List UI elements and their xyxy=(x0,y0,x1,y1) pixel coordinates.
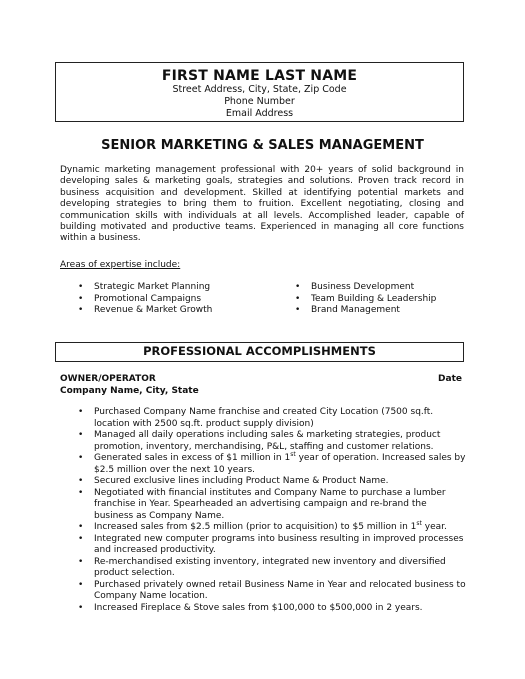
expertise-item: • Promotional Campaigns xyxy=(75,294,212,306)
resume-title: SENIOR MARKETING & SALES MANAGEMENT xyxy=(101,138,424,153)
accomplishment-item: • Managed all daily operations including sales & marketing strategies, product promotion, inventory, merchandising, P&L, staffing and customer relations. xyxy=(75,430,467,453)
expertise-item: • Revenue & Market Growth xyxy=(75,305,212,317)
expertise-item: • Brand Management xyxy=(292,305,436,317)
accomplishment-item: • Re-merchandised existing inventory, integrated new inventory and diversified product selection. xyxy=(75,557,467,580)
accomplishment-item xyxy=(75,453,467,476)
expertise-item: • Strategic Market Planning xyxy=(75,282,212,294)
accomplishment-item: • Negotiated with financial institutes and Company Name to purchase a lumber franchise in Year. Spearheaded an advertising campaign and re-brand the business as Company Name. xyxy=(75,488,467,523)
job-date: Date xyxy=(438,374,462,384)
professional-summary: Dynamic marketing management professional with 20+ years of solid background in developing sales & marketing goals, strategies and solutions. Proven track record in business acquisition and development. Skilled at identifying potential markets and developing strategies to bring them to fruition. Excellent negotiating, closing and communication skills with individuals at all levels. Accomplished leader, capable of building motivated and productive teams. Experienced in managing all core functions within a business. xyxy=(60,165,464,244)
job-title: OWNER/OPERATOR xyxy=(60,374,156,384)
street-address: Street Address, City, State, Zip Code xyxy=(172,84,347,95)
accomplishments-list xyxy=(75,407,467,614)
accomplishment-text: year. xyxy=(421,522,447,532)
accomplishment-text: Increased sales from $2.5 million (prior to acquisition) to $5 million in 1 xyxy=(94,522,417,532)
accomplishment-item: • Increased Fireplace & Stove sales from $100,000 to $500,000 in 2 years. xyxy=(75,603,467,615)
accomplishment-item: • Purchased privately owned retail Business Name in Year and relocated business to Company Name location. xyxy=(75,580,467,603)
accomplishment-item xyxy=(75,522,467,534)
expertise-item: • Business Development xyxy=(292,282,436,294)
company-location: Company Name, City, State xyxy=(60,386,199,396)
accomplishment-text: Generated sales in excess of $1 million in 1 xyxy=(94,453,291,463)
accomplishment-item: • Purchased Company Name franchise and created City Location (7500 sq.ft. location with 2500 sq.ft. product supply division) xyxy=(75,407,467,430)
accomplishment-text: year of operation. Increased sales by $2.5 million over the next 10 years. xyxy=(94,453,466,475)
expertise-list-left xyxy=(75,282,212,317)
ordinal-suffix: st xyxy=(416,520,422,527)
expertise-label: Areas of expertise include: xyxy=(60,260,181,270)
email-address: Email Address xyxy=(225,108,294,119)
phone-number: Phone Number xyxy=(224,96,295,107)
accomplishment-item: • Integrated new computer programs into business resulting in improved processes and increased productivity. xyxy=(75,534,467,557)
header-box xyxy=(55,62,464,122)
expertise-list-right xyxy=(292,282,436,317)
expertise-item: • Team Building & Leadership xyxy=(292,294,436,306)
full-name: FIRST NAME LAST NAME xyxy=(161,68,358,84)
section-heading-accomplishments: PROFESSIONAL ACCOMPLISHMENTS xyxy=(55,342,464,362)
ordinal-suffix: st xyxy=(290,451,296,458)
accomplishment-item: • Secured exclusive lines including Product Name & Product Name. xyxy=(75,476,467,488)
